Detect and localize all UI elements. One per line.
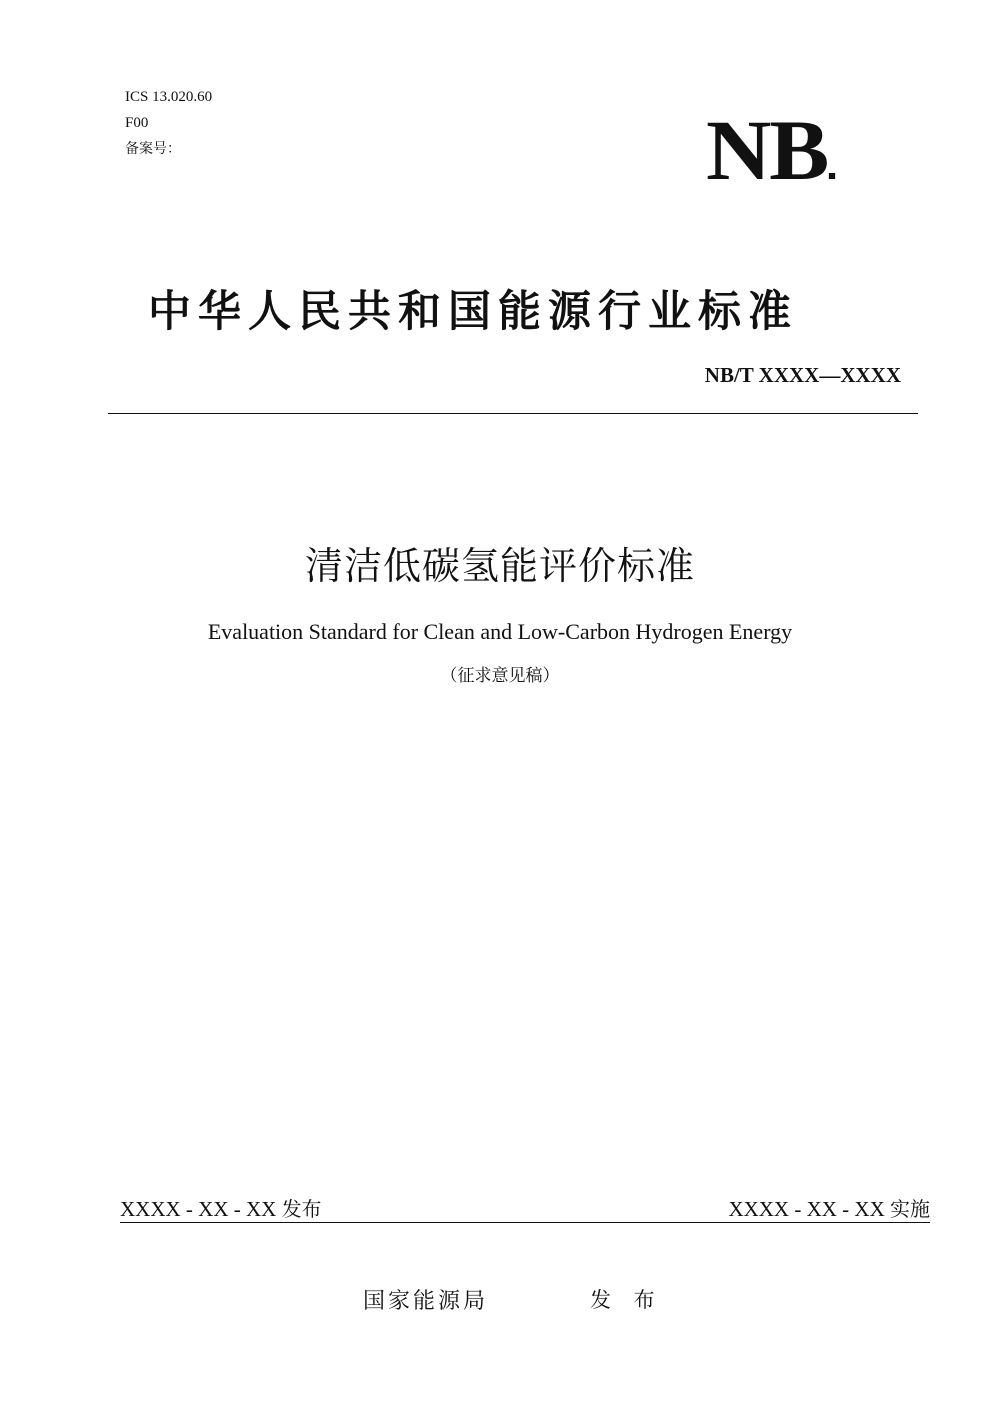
nb-logo-text: NB [706, 102, 828, 198]
publisher-name: 国家能源局 [363, 1289, 489, 1314]
document-title-chinese: 清洁低碳氢能评价标准 [304, 544, 695, 588]
implement-date-line [728, 1195, 930, 1223]
nb-logo [706, 102, 836, 198]
industry-standard-title: 中华人民共和国能源行业标准 [148, 287, 798, 337]
date-divider [120, 1222, 930, 1223]
issue-date-line [120, 1195, 322, 1223]
document-title-english: Evaluation Standard for Clean and Low-Carbon Hydrogen Energy [207, 619, 793, 644]
logo-dot-icon [829, 173, 835, 179]
ics-code: ICS 13.020.60 [125, 89, 213, 105]
implement-label: 实施 [890, 1197, 930, 1221]
standard-number: NB/T XXXX—XXXX [704, 363, 901, 387]
publish-label: 发 布 [590, 1288, 663, 1312]
ccs-code: F00 [125, 115, 149, 131]
implement-date: XXXX - XX - XX [728, 1197, 885, 1221]
header-divider [108, 413, 918, 414]
record-number-label: 备案号： [125, 141, 181, 157]
draft-status-note: （征求意见稿） [440, 666, 560, 686]
issue-label: 发布 [281, 1197, 322, 1221]
issue-date: XXXX - XX - XX [120, 1197, 277, 1221]
